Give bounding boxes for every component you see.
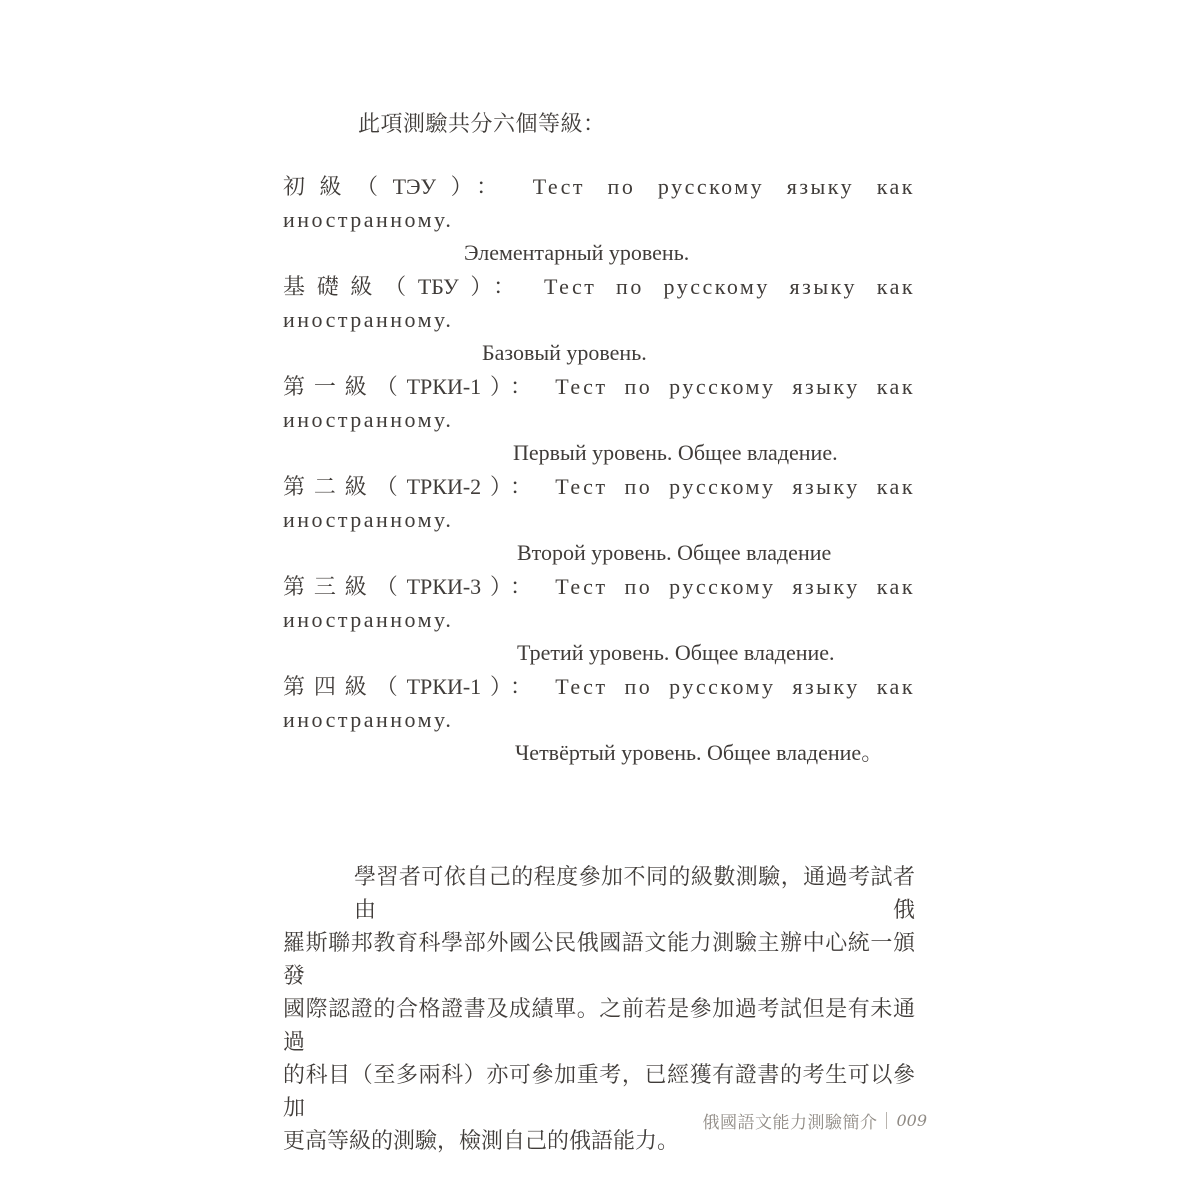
level-label: 第四級（ТРКИ-1）：: [283, 674, 541, 699]
level-item: [283, 170, 915, 269]
level-label: 第三級（ТРКИ-3）：: [283, 574, 541, 599]
level-russian-subtext: Четвёртый уровень. Общее владение。: [515, 740, 884, 765]
level-russian-text: Тест по русскому языку как иностранному.: [283, 274, 916, 332]
paragraph-line: 學習者可依自己的程度參加不同的級數測驗，通過考試者由俄: [354, 864, 915, 922]
level-russian-text: Тест по русскому языку как иностранному.: [283, 474, 916, 532]
level-russian-subtext: Второй уровень. Общее владение: [517, 540, 832, 565]
page-heading: 此項測驗共分六個等級：: [358, 111, 606, 136]
level-item: [283, 670, 915, 769]
paragraph-line: 的科目（至多兩科）亦可參加重考，已經獲有證書的考生可以參加: [283, 1062, 915, 1120]
paragraph-line: 國際認證的合格證書及成績單。之前若是參加過考試但是有未通過: [283, 996, 915, 1054]
level-item: [283, 470, 915, 569]
level-russian-subtext: Первый уровень. Общее владение.: [513, 440, 838, 465]
level-label: 第一級（ТРКИ-1）：: [283, 374, 541, 399]
level-label: 初級（ТЭУ）：: [283, 174, 513, 199]
level-label: 基礎級（ТБУ）：: [283, 274, 527, 299]
level-russian-text: Тест по русскому языку как иностранному.: [283, 174, 915, 232]
level-title-line: [283, 470, 915, 536]
level-russian-subtext: Элементарный уровень.: [464, 240, 690, 265]
page-content: [283, 107, 915, 1157]
level-title-line: [283, 670, 915, 736]
paragraph-line: 更高等級的測驗，檢測自己的俄語能力。: [283, 1128, 680, 1153]
level-label: 第二級（ТРКИ-2）：: [283, 474, 541, 499]
level-item: [283, 370, 915, 469]
level-russian-subtext: Третий уровень. Общее владение.: [517, 640, 835, 665]
level-russian-text: Тест по русскому языку как иностранному.: [283, 674, 916, 732]
footer-divider: [886, 1112, 887, 1129]
level-title-line: [283, 570, 915, 636]
page-footer: [702, 1108, 927, 1133]
level-russian-text: Тест по русскому языку как иностранному.: [283, 574, 916, 632]
footer-chapter-title: 俄國語文能力測驗簡介: [702, 1113, 878, 1132]
level-russian-subtext: Базовый уровень.: [482, 340, 647, 365]
level-russian-text: Тест по русскому языку как иностранному.: [283, 374, 916, 432]
level-title-line: [283, 370, 915, 436]
footer-page-number: 009: [896, 1111, 927, 1130]
level-title-line: [283, 170, 915, 236]
level-item: [283, 270, 915, 369]
level-item: [283, 570, 915, 669]
paragraph-line: 羅斯聯邦教育科學部外國公民俄國語文能力測驗主辦中心統一頒發: [283, 930, 915, 988]
level-title-line: [283, 270, 915, 336]
